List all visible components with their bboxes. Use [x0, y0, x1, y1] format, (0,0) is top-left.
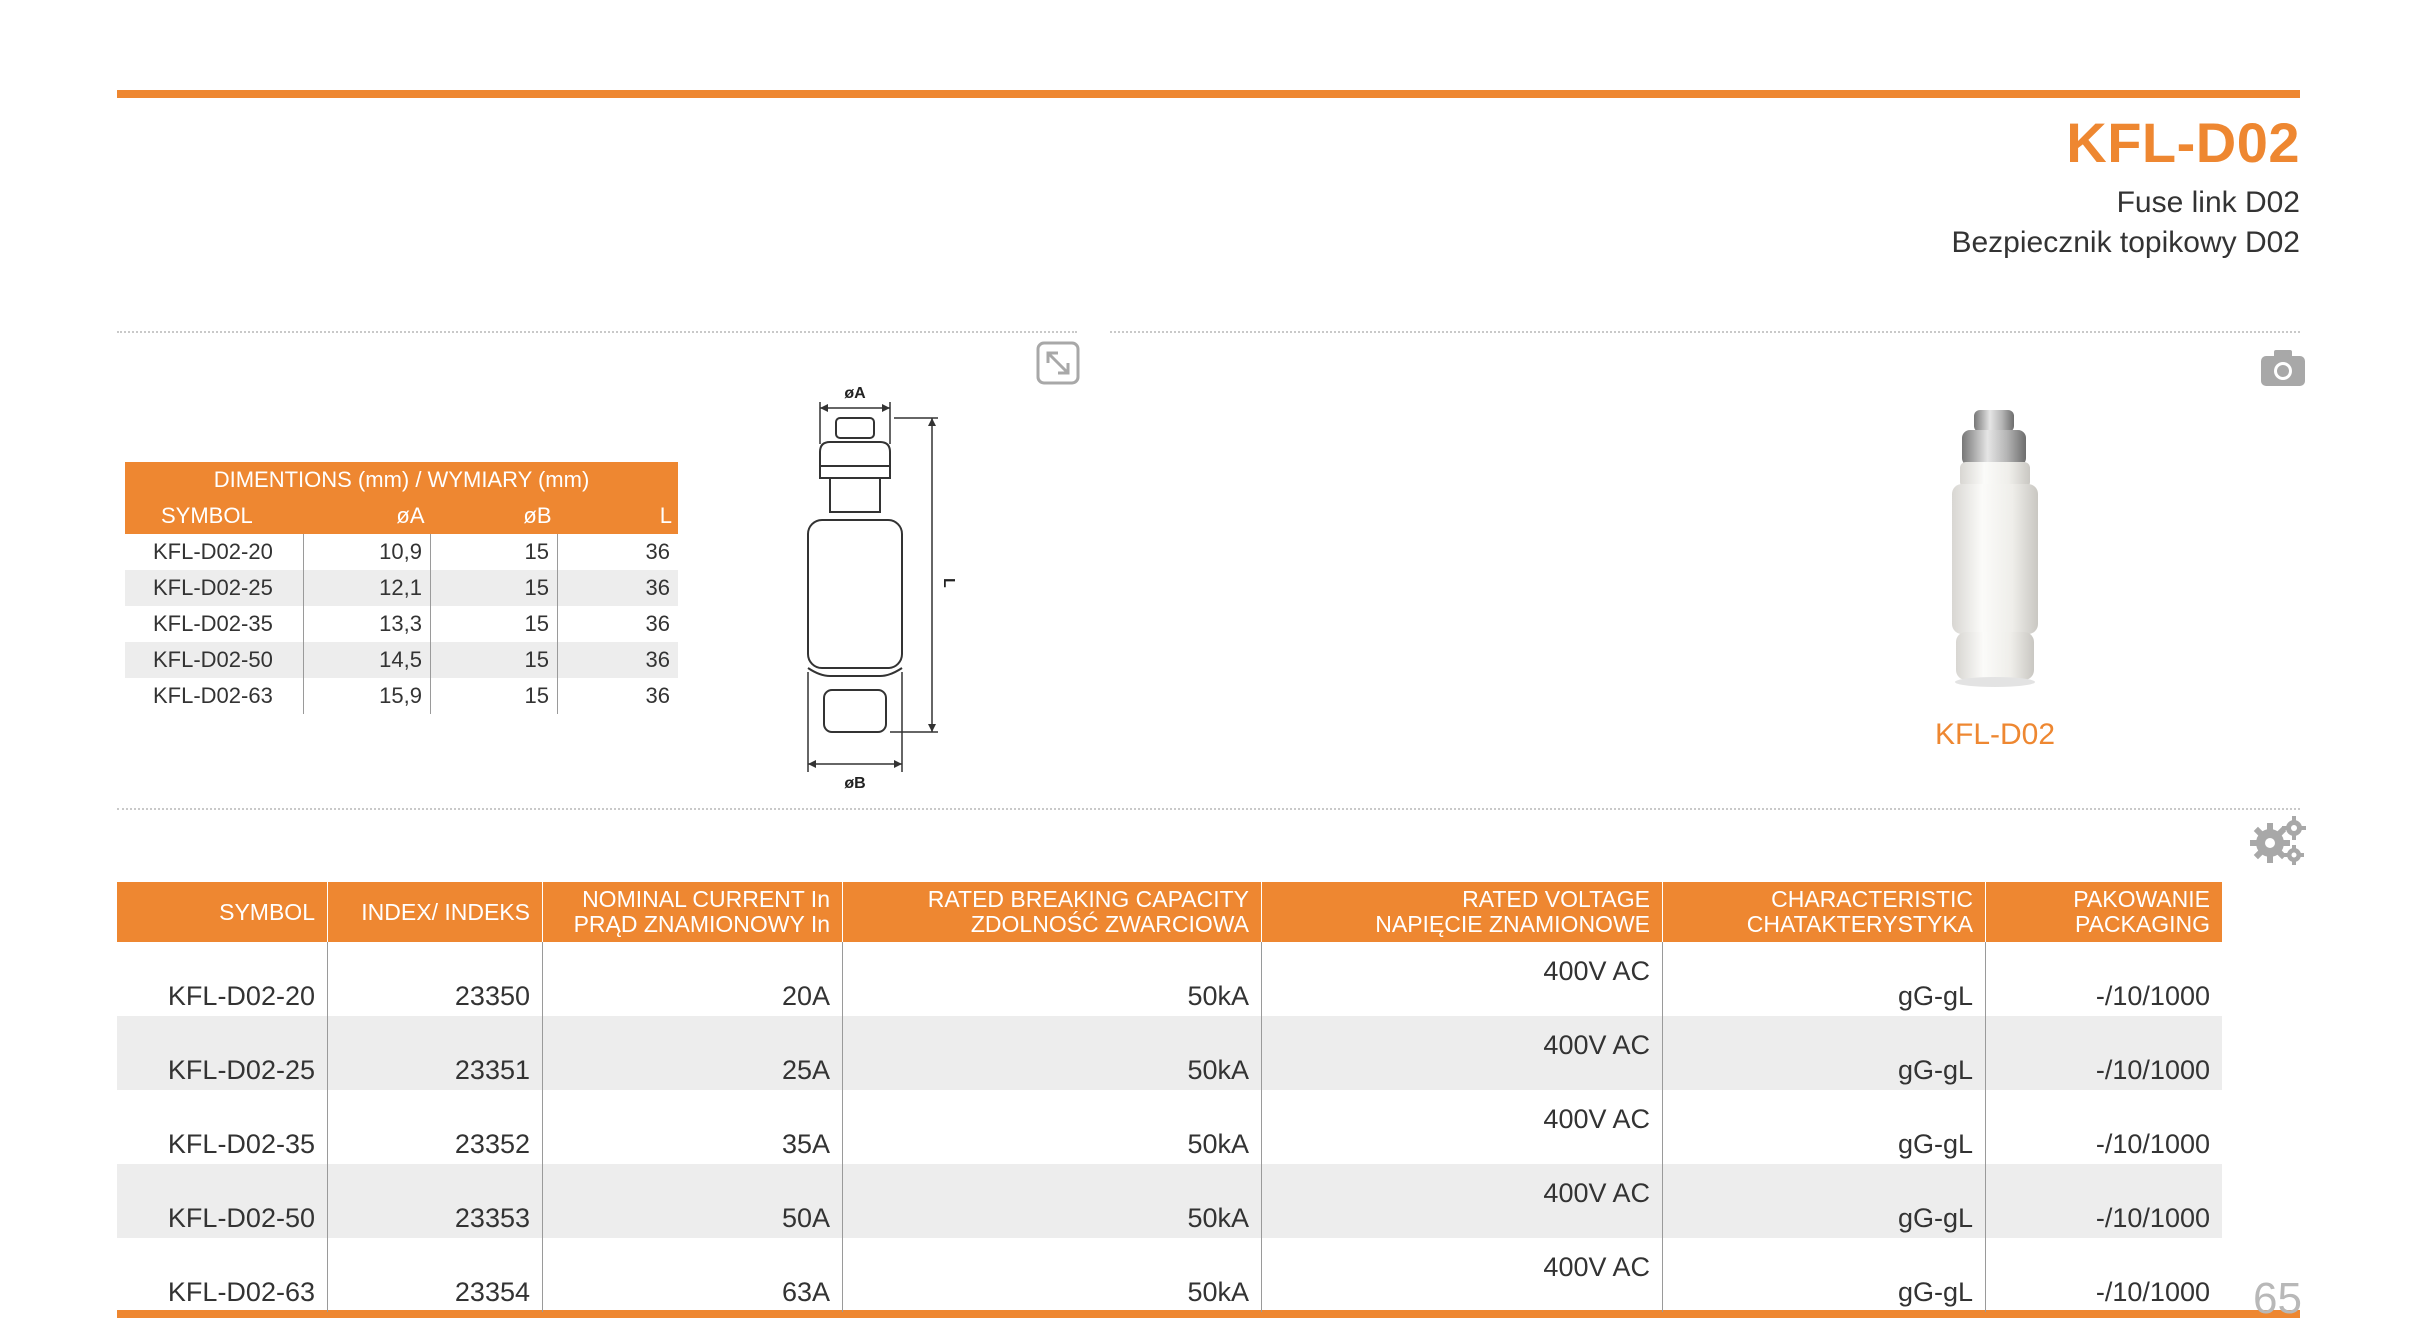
dimensions-header-row — [125, 498, 678, 534]
col-symbol-line1: SYMBOL — [219, 898, 315, 925]
col-breaking-capacity-line1: RATED BREAKING CAPACITY — [927, 886, 1249, 912]
col-breaking-capacity — [843, 882, 1262, 942]
table-row — [117, 1164, 2222, 1238]
top-rule — [117, 90, 2300, 98]
cell-index: 23351 — [328, 1016, 543, 1090]
cell-symbol: KFL-D02-25 — [117, 1016, 328, 1090]
dim-cell: 15 — [431, 570, 558, 606]
cell-current: 50A — [543, 1164, 843, 1238]
col-breaking-capacity-line2: ZDOLNOŚĆ ZWARCIOWA — [970, 911, 1249, 937]
table-row — [125, 534, 678, 570]
dim-cell: KFL-D02-25 — [125, 570, 304, 606]
cell-packaging: -/10/1000 — [1986, 1164, 2223, 1238]
col-packaging — [1986, 882, 2223, 942]
cell-packaging: -/10/1000 — [1986, 1090, 2223, 1164]
dim-cell: 15 — [431, 534, 558, 570]
photo-caption: KFL-D02 — [1935, 718, 2056, 751]
cell-voltage: 400V AC — [1262, 942, 1663, 1016]
drawing-label-b: øB — [844, 775, 866, 792]
col-nominal-current — [543, 882, 843, 942]
dim-cell: 36 — [558, 678, 679, 714]
cell-breaking: 50kA — [843, 942, 1262, 1016]
table-row — [125, 642, 678, 678]
dim-col-b: øB — [431, 498, 558, 534]
fuse-technical-drawing — [790, 372, 970, 792]
dim-cell: 13,3 — [304, 606, 431, 642]
fuse-product-photo — [1930, 400, 2060, 690]
col-rated-voltage-line2: NAPIĘCIE ZNAMIONOWE — [1375, 911, 1650, 937]
cell-index: 23354 — [328, 1238, 543, 1312]
product-title: KFL-D02 — [2066, 111, 2300, 174]
cell-symbol: KFL-D02-20 — [167, 981, 315, 1011]
cell-index: 23352 — [328, 1090, 543, 1164]
cell-voltage: 400V AC — [1262, 1238, 1663, 1312]
dim-col-a: øA — [304, 498, 431, 534]
dim-cell: 36 — [558, 606, 679, 642]
table-row — [117, 942, 2222, 1016]
dim-cell: KFL-D02-35 — [153, 611, 273, 636]
cell-packaging: -/10/1000 — [1986, 1238, 2223, 1312]
cell-breaking: 50kA — [843, 1090, 1262, 1164]
dim-cell: 14,5 — [304, 642, 431, 678]
col-symbol — [117, 882, 328, 942]
dim-cell: 15 — [431, 642, 558, 678]
gears-icon — [2250, 815, 2306, 865]
dim-col-l: L — [558, 498, 679, 534]
drawing-label-a: øA — [844, 385, 866, 402]
drawing-label-l: L — [940, 578, 957, 588]
cell-current: 63A — [543, 1238, 843, 1312]
col-index — [328, 882, 543, 942]
col-nominal-current-line1: NOMINAL CURRENT In — [582, 886, 830, 912]
dim-col-symbol: SYMBOL — [125, 498, 304, 534]
cell-current: 35A — [543, 1090, 843, 1164]
cell-characteristic: gG-gL — [1663, 1238, 1986, 1312]
cell-index: 23353 — [328, 1164, 543, 1238]
col-packaging-line2: PACKAGING — [2074, 911, 2210, 937]
table-row — [117, 1238, 2222, 1312]
table-row — [117, 1016, 2222, 1090]
product-subtitle-pl: Bezpiecznik topikowy D02 — [1951, 226, 2300, 259]
dim-cell: KFL-D02-20 — [153, 539, 273, 564]
dim-cell: 36 — [558, 642, 679, 678]
product-subtitle-en: Fuse link D02 — [2116, 186, 2300, 219]
cell-packaging: -/10/1000 — [1986, 1016, 2223, 1090]
dim-cell: 36 — [558, 534, 679, 570]
col-rated-voltage-line1: RATED VOLTAGE — [1462, 886, 1650, 912]
col-packaging-line1: PAKOWANIE — [2073, 886, 2210, 912]
col-characteristic-line2: CHATAKTERYSTYKA — [1746, 911, 1973, 937]
col-nominal-current-line2: PRĄD ZNAMIONOWY In — [573, 911, 830, 937]
dim-cell: 36 — [558, 570, 679, 606]
col-characteristic-line1: CHARACTERISTIC — [1771, 886, 1973, 912]
dim-cell: KFL-D02-50 — [125, 642, 304, 678]
camera-icon — [2260, 348, 2306, 388]
cell-characteristic: gG-gL — [1663, 1164, 1986, 1238]
cell-breaking: 50kA — [843, 1016, 1262, 1090]
cell-current: 25A — [543, 1016, 843, 1090]
dim-cell: 12,1 — [304, 570, 431, 606]
dim-cell: 15,9 — [304, 678, 431, 714]
col-rated-voltage — [1262, 882, 1663, 942]
dim-cell: 10,9 — [304, 534, 431, 570]
cell-current: 20A — [543, 942, 843, 1016]
cell-voltage: 400V AC — [1262, 1090, 1663, 1164]
cell-index: 23350 — [328, 942, 543, 1016]
spec-header-row — [117, 882, 2222, 942]
cell-voltage: 400V AC — [1262, 1016, 1663, 1090]
cell-symbol: KFL-D02-63 — [167, 1277, 315, 1307]
col-index-line1: INDEX/ INDEKS — [361, 898, 530, 925]
cell-voltage: 400V AC — [1262, 1164, 1663, 1238]
cell-symbol: KFL-D02-50 — [117, 1164, 328, 1238]
cell-characteristic: gG-gL — [1663, 1090, 1986, 1164]
dimensions-table — [125, 462, 678, 714]
dimensions-caption: DIMENTIONS (mm) / WYMIARY (mm) — [125, 462, 678, 498]
cell-packaging: -/10/1000 — [1986, 942, 2223, 1016]
dimensions-caption-row — [125, 462, 678, 498]
page-number: 65 — [2253, 1274, 2302, 1323]
separator-mid — [117, 808, 2300, 810]
dim-cell: 15 — [431, 606, 558, 642]
cell-characteristic: gG-gL — [1663, 1016, 1986, 1090]
table-row — [117, 1090, 2222, 1164]
separator-left — [117, 331, 1077, 333]
dim-cell: KFL-D02-63 — [153, 683, 273, 708]
dim-cell: 15 — [431, 678, 558, 714]
spec-table — [117, 882, 2222, 1312]
table-row — [125, 606, 678, 642]
separator-right — [1110, 331, 2300, 333]
col-characteristic — [1663, 882, 1986, 942]
table-row — [125, 570, 678, 606]
cell-breaking: 50kA — [843, 1164, 1262, 1238]
cell-symbol: KFL-D02-35 — [167, 1129, 315, 1159]
cell-characteristic: gG-gL — [1663, 942, 1986, 1016]
cell-breaking: 50kA — [843, 1238, 1262, 1312]
table-row — [125, 678, 678, 714]
expand-diagonal-icon[interactable] — [1036, 341, 1080, 385]
